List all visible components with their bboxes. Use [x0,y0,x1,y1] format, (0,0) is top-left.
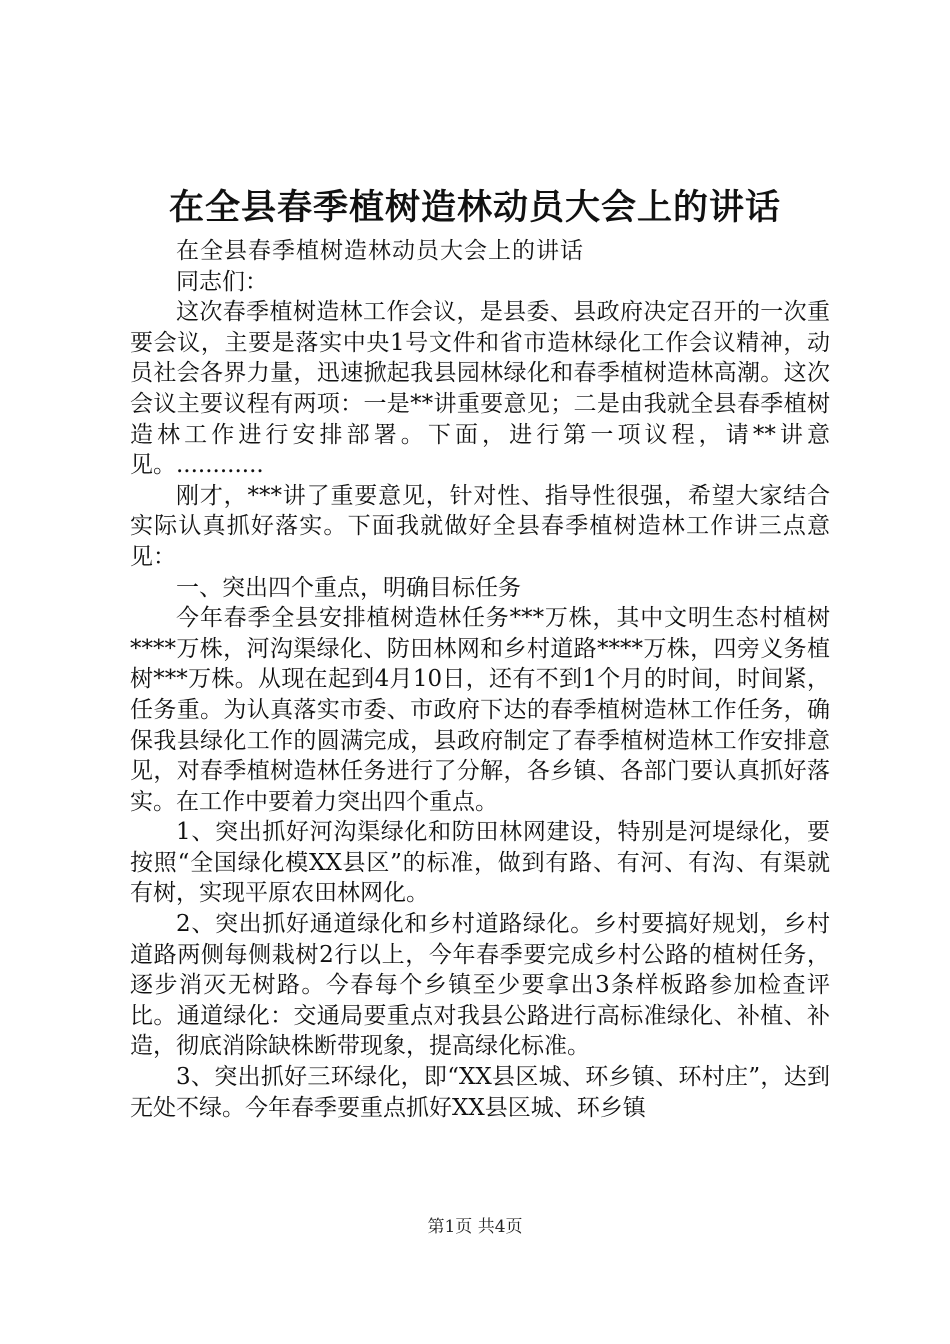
paragraph-salutation: 同志们： [176,268,268,295]
paragraph-point-1: 1、突出抓好河沟渠绿化和防田林网建设，特别是河堤绿化，要按照“全国绿化模XX县区”的标准，做到有路、有河、有沟、有渠就有树，实现平原农田林网化。 [130,819,830,907]
document-body [130,236,830,1123]
paragraph-tasks: 今年春季全县安排植树造林任务***万株，其中文明生态村植树****万株，河沟渠绿化、防田林网和乡村道路****万株，四旁义务植树***万株。从现在起到4月10日，还有不到1个月的时间，时间紧，任务重。为认真落实市委、市政府下达的春季植树造林工作任务，确保我县绿化工作的圆满完成，县政府制定了春季植树造林工作安排意见，对春季植树造林任务进行了分解，各乡镇、各部门要认真抓好落实。在工作中要着力突出四个重点。 [130,605,830,815]
paragraph-point-3: 3、突出抓好三环绿化，即“XX县区城、环乡镇、环村庄”，达到无处不绿。今年春季要重点抓好XX县区城、环乡镇 [130,1064,830,1121]
paragraph-point-2: 2、突出抓好通道绿化和乡村道路绿化。乡村要搞好规划，乡村道路两侧每侧栽树2行以上，今年春季要完成乡村公路的植树任务，逐步消灭无树路。今春每个乡镇至少要拿出3条样板路参加检查评比。通道绿化：交通局要重点对我县公路进行高标准绿化、补植、补造，彻底消除缺株断带现象，提高绿化标准。 [130,911,830,1060]
section-heading-1: 一、突出四个重点，明确目标任务 [176,574,521,601]
paragraph-remarks: 刚才，***讲了重要意见，针对性、指导性很强，希望大家结合实际认真抓好落实。下面我就做好全县春季植树造林工作讲三点意见： [130,482,830,570]
page-number-footer: 第1页 共4页 [427,1217,523,1237]
paragraph-subtitle: 在全县春季植树造林动员大会上的讲话 [176,238,584,264]
document-title: 在全县春季植树造林动员大会上的讲话 [168,187,781,228]
paragraph-intro: 这次春季植树造林工作会议，是县委、县政府决定召开的一次重要会议，主要是落实中央1号文件和省市造林绿化工作会议精神，动员社会各界力量，迅速掀起我县园林绿化和春季植树造林高潮。这次会议主要议程有两项：一是**讲重要意见；二是由我就全县春季植树造林工作进行安排部署。下面，进行第一项议程，请**讲意见。............ [130,299,830,479]
